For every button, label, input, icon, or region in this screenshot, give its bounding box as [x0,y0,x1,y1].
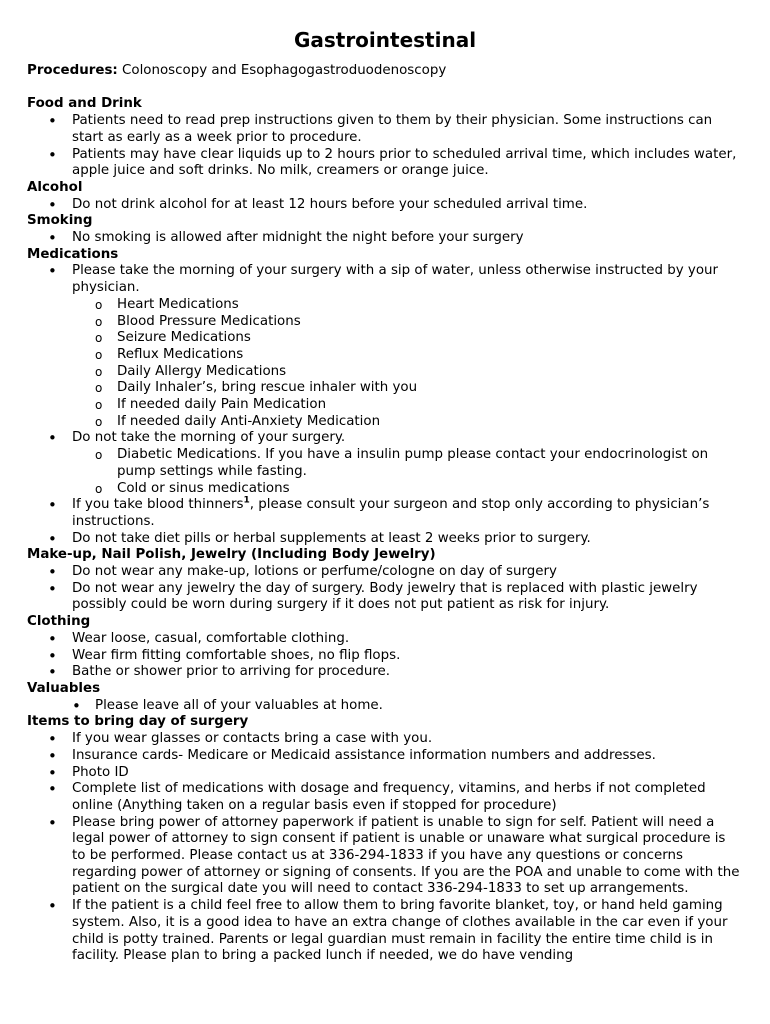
alcohol-heading: Alcohol [27,179,83,195]
smoking-heading: Smoking [27,213,93,229]
food-heading: Food and Drink [27,96,142,112]
sub-list-item: o Reflux Medications [27,347,743,364]
procedures-label: Procedures: [27,63,118,78]
medications-heading: Medications [27,246,119,262]
list-item: • Please take the morning of your surgery with a sip of water, unless otherwise instructed by your physician. [27,263,743,296]
food-list [27,113,743,180]
list-item: • Bathe or shower prior to arriving for procedure. [27,664,743,681]
valuables-list [27,698,743,715]
page-title: Gastrointestinal [293,28,477,52]
procedures-text: Colonoscopy and Esophagogastroduodenoscopy [122,63,447,78]
list-item: • Insurance cards- Medicare or Medicaid assistance information numbers and addresses. [27,748,743,765]
list-item: • Please leave all of your valuables at home. [27,698,743,715]
list-item: • Do not wear any make-up, lotions or perfume/cologne on day of surgery [27,564,743,581]
list-item: • Photo ID [27,765,743,782]
sub-list-item: o If needed daily Anti-Anxiety Medication [27,414,743,431]
list-item: • Do not drink alcohol for at least 12 hours before your scheduled arrival time. [27,197,743,214]
sub-list-item: o Seizure Medications [27,330,743,347]
alcohol-list [27,197,743,214]
bring-list [27,731,743,965]
list-item: • Wear firm fitting comfortable shoes, no flip flops. [27,648,743,665]
list-item-blood-thinners [27,497,743,530]
list-item: • No smoking is allowed after midnight the night before your surgery [27,230,743,247]
clothing-heading: Clothing [27,614,91,630]
makeup-heading: Make-up, Nail Polish, Jewelry (Including Body Jewelry) [27,547,436,563]
sub-list-item: o Daily Allergy Medications [27,364,743,381]
list-item: • Do not take the morning of your surgery. [27,430,743,447]
thinners-text-a: If you take blood thinners [72,497,244,513]
procedures-line [27,63,743,80]
document [27,27,743,965]
list-item: • Patients may have clear liquids up to 2 hours prior to scheduled arrival time, which includes water, apple juice and soft drinks. No milk, creamers or orange juice. [27,147,743,180]
list-item: • Patients need to read prep instructions given to them by their physician. Some instructions can start as early as a week prior to procedure. [27,113,743,146]
list-item: • Do not take diet pills or herbal supplements at least 2 weeks prior to surgery. [27,531,743,548]
list-item: • Do not wear any jewelry the day of surgery. Body jewelry that is replaced with plastic jewelry possibly could be worn during surgery if it does not put patient as risk for injury. [27,581,743,614]
list-item: • Please bring power of attorney paperwork if patient is unable to sign for self. Patient will need a legal power of attorney to sign consent if patient is unable or unaware what surgical procedure is to be performed. Please contact us at 336-294-1833 if you have any questions or concerns regarding power of attorney or signing of consents. If you are the POA and unable to come with the patient on the surgical date you will need to contact 336-294-1833 to set up arrangements. [27,815,743,899]
list-item: • Complete list of medications with dosage and frequency, vitamins, and herbs if not completed online (Anything taken on a regular basis even if stopped for procedure) [27,781,743,814]
sub-list-item: o Blood Pressure Medications [27,314,743,331]
medications-list [27,263,743,547]
bring-heading: Items to bring day of surgery [27,714,249,730]
sub-list-item: o Daily Inhaler’s, bring rescue inhaler with you [27,380,743,397]
list-item: • If the patient is a child feel free to allow them to bring favorite blanket, toy, or hand held gaming system. Also, it is a good idea to have an extra change of clothes available in the car even if your child is potty trained. Parents or legal guardian must remain in facility the entire time child is in facility. Please plan to bring a packed lunch if needed, we do have vending [27,898,743,965]
thinners-text-b: , please consult your surgeon and stop only according to physician’s instructions. [72,497,710,529]
footnote-marker: 1 [243,495,250,506]
list-item: • If you wear glasses or contacts bring a case with you. [27,731,743,748]
valuables-heading: Valuables [27,681,101,696]
sub-list-item: o Diabetic Medications. If you have a insulin pump please contact your endocrinologist on pump settings while fasting. [27,447,743,480]
clothing-list [27,631,743,681]
smoking-list [27,230,743,247]
makeup-list [27,564,743,614]
sub-list-item: o If needed daily Pain Medication [27,397,743,414]
list-item: • Wear loose, casual, comfortable clothing. [27,631,743,648]
sub-list-item: o Heart Medications [27,297,743,314]
sub-list-item: o Cold or sinus medications [27,481,743,498]
